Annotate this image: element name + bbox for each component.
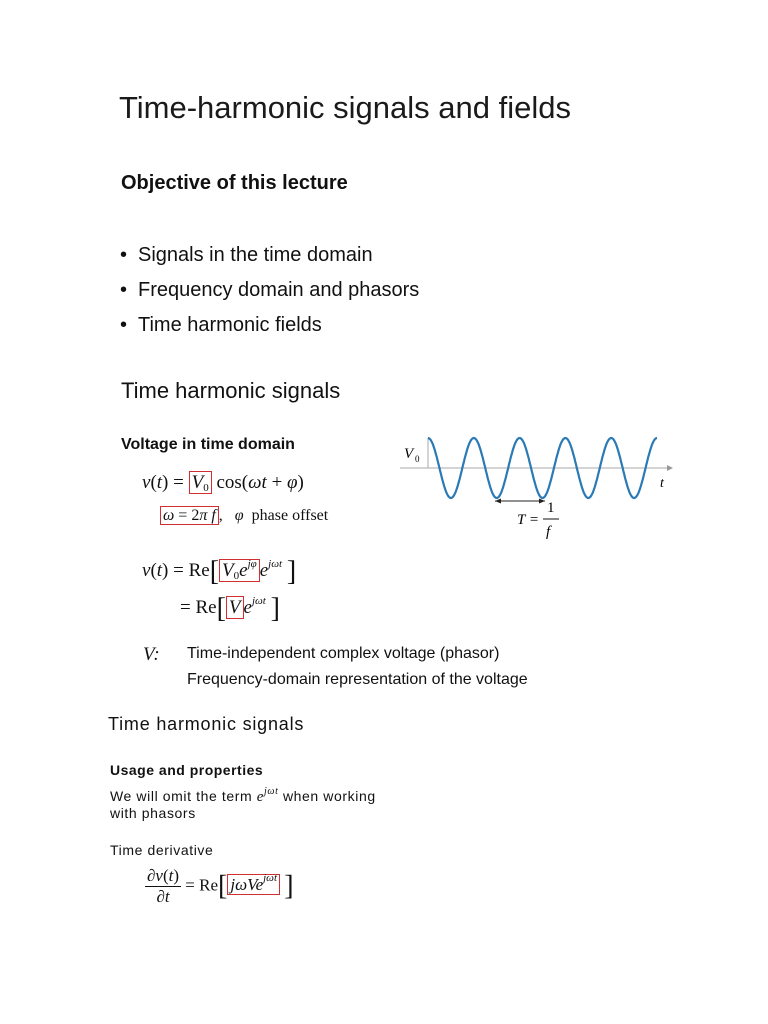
phasor-desc-line1: Time-independent complex voltage (phasor) bbox=[187, 645, 500, 662]
omit-text-line2: with phasors bbox=[110, 805, 196, 821]
arrow-right-icon bbox=[539, 499, 545, 504]
equation-voltage-time-domain: $v(t) = V_0$ cos(ωt + φ) bbox=[142, 472, 304, 494]
list-item: • Signals in the time domain bbox=[120, 242, 419, 277]
period-denominator: f bbox=[546, 524, 551, 540]
objective-heading: Objective of this lecture bbox=[121, 172, 348, 194]
amplitude-label: V bbox=[404, 446, 414, 462]
cosine-wave-plot bbox=[395, 430, 675, 545]
phasor-symbol: V: bbox=[143, 644, 160, 665]
phase-offset-label: phase offset bbox=[251, 507, 329, 524]
page-title: Time-harmonic signals and fields bbox=[119, 90, 571, 125]
omit-text-part2: when working bbox=[282, 788, 376, 804]
equation-voltage-re: v(t) = Re[ $V_0e^{j\varphi}$ $e^{j\omega t}$ ] bbox=[142, 556, 297, 587]
usage-heading: Usage and properties bbox=[110, 762, 264, 778]
phasor-desc-line2: Frequency-domain representation of the voltage bbox=[187, 671, 528, 688]
omit-text-part1: We will omit the term bbox=[110, 788, 253, 804]
section-title-time-harmonic-signals-2: Time harmonic signals bbox=[108, 714, 305, 734]
equation-phasor-form: = Re[ V $e^{j\omega t}$ ] bbox=[180, 593, 280, 624]
time-axis-label: t bbox=[660, 476, 664, 491]
arrow-left-icon bbox=[495, 499, 501, 504]
time-derivative-label: Time derivative bbox=[110, 842, 214, 858]
axis-arrow-icon bbox=[667, 465, 673, 471]
derivative-fraction: $\frac{\partial v(t)}{\partial t}$ bbox=[147, 866, 180, 906]
exp-term: $e^{j\omega t}$ bbox=[256, 786, 279, 805]
equation-time-derivative: $\frac{\partial v(t)}{\partial t}$ = Re[ jωVe$^{j\omega t}$ ] bbox=[147, 866, 294, 906]
list-item: • Frequency domain and phasors bbox=[120, 277, 419, 312]
equation-angular-frequency: ω = 2π f , φ phase offset bbox=[160, 507, 328, 525]
voltage-heading: Voltage in time domain bbox=[121, 436, 295, 453]
amplitude-subscript: 0 bbox=[415, 454, 420, 464]
period-label: T = bbox=[517, 512, 539, 528]
list-item: • Time harmonic fields bbox=[120, 312, 419, 347]
period-numerator: 1 bbox=[547, 500, 555, 516]
omit-paragraph bbox=[110, 784, 376, 821]
section-title-time-harmonic-signals: Time harmonic signals bbox=[121, 378, 341, 403]
objective-list bbox=[120, 242, 419, 347]
